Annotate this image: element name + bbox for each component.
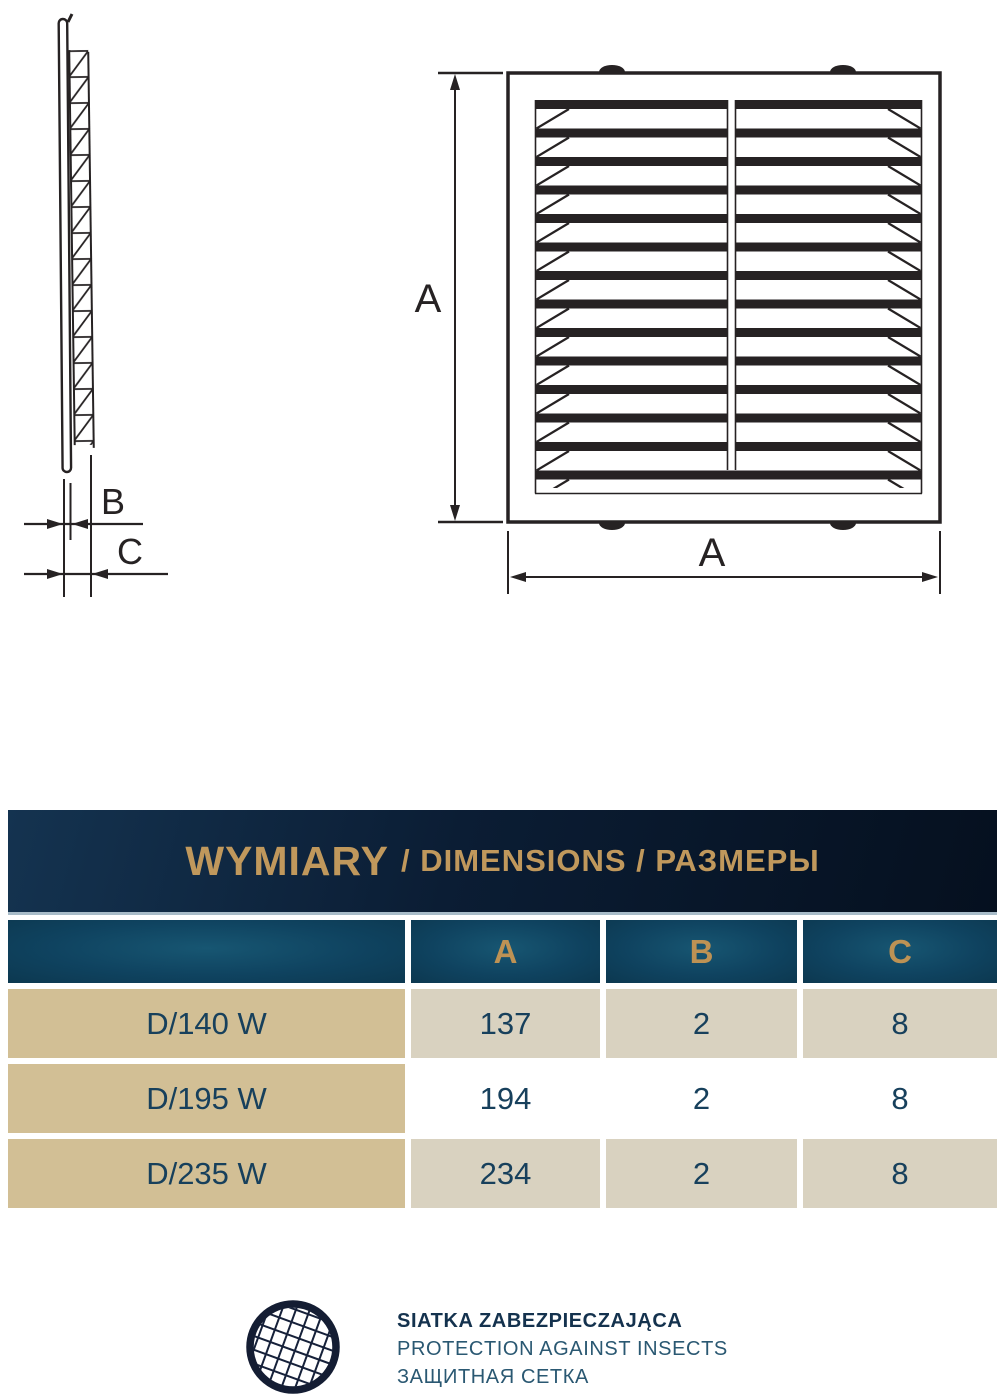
header-col-c: C xyxy=(803,920,997,983)
table-title-primary: WYMIARY xyxy=(185,837,389,884)
table-title-secondary: / DIMENSIONS / РАЗМЕРЫ xyxy=(400,843,820,878)
value-cell-b: 2 xyxy=(606,989,797,1058)
dimension-label-b: B xyxy=(100,481,126,522)
dimension-label-c: C xyxy=(117,531,143,572)
table-title-bar xyxy=(8,810,997,915)
header-model-cell xyxy=(8,920,405,983)
dimensions-table xyxy=(8,810,997,1208)
value-cell-a: 137 xyxy=(411,989,600,1058)
value-cell-b: 2 xyxy=(606,1139,797,1208)
value-cell-c: 8 xyxy=(803,989,997,1058)
dimension-label-a-horizontal: A xyxy=(698,531,726,575)
model-cell: D/235 W xyxy=(8,1139,405,1208)
side-view-drawing xyxy=(24,14,168,597)
value-cell-a: 194 xyxy=(411,1064,600,1133)
value-cell-c: 8 xyxy=(803,1064,997,1133)
dimension-label-a-vertical: A xyxy=(414,277,442,321)
insect-mesh-icon xyxy=(243,1297,343,1397)
model-cell: D/195 W xyxy=(8,1064,405,1133)
value-cell-b: 2 xyxy=(606,1064,797,1133)
note-line-polish: SIATKA ZABEZPIECZAJĄCA xyxy=(397,1310,683,1332)
value-cell-c: 8 xyxy=(803,1139,997,1208)
technical-drawing xyxy=(0,0,1002,620)
model-cell: D/140 W xyxy=(8,989,405,1058)
front-view-drawing xyxy=(415,65,940,594)
dimensions-grid xyxy=(8,920,997,1208)
value-cell-a: 234 xyxy=(411,1139,600,1208)
note-line-russian: ЗАЩИТНАЯ СЕТКА xyxy=(397,1366,589,1388)
header-col-a: A xyxy=(411,920,600,983)
note-line-english: PROTECTION AGAINST INSECTS xyxy=(397,1338,728,1360)
header-col-b: B xyxy=(606,920,797,983)
